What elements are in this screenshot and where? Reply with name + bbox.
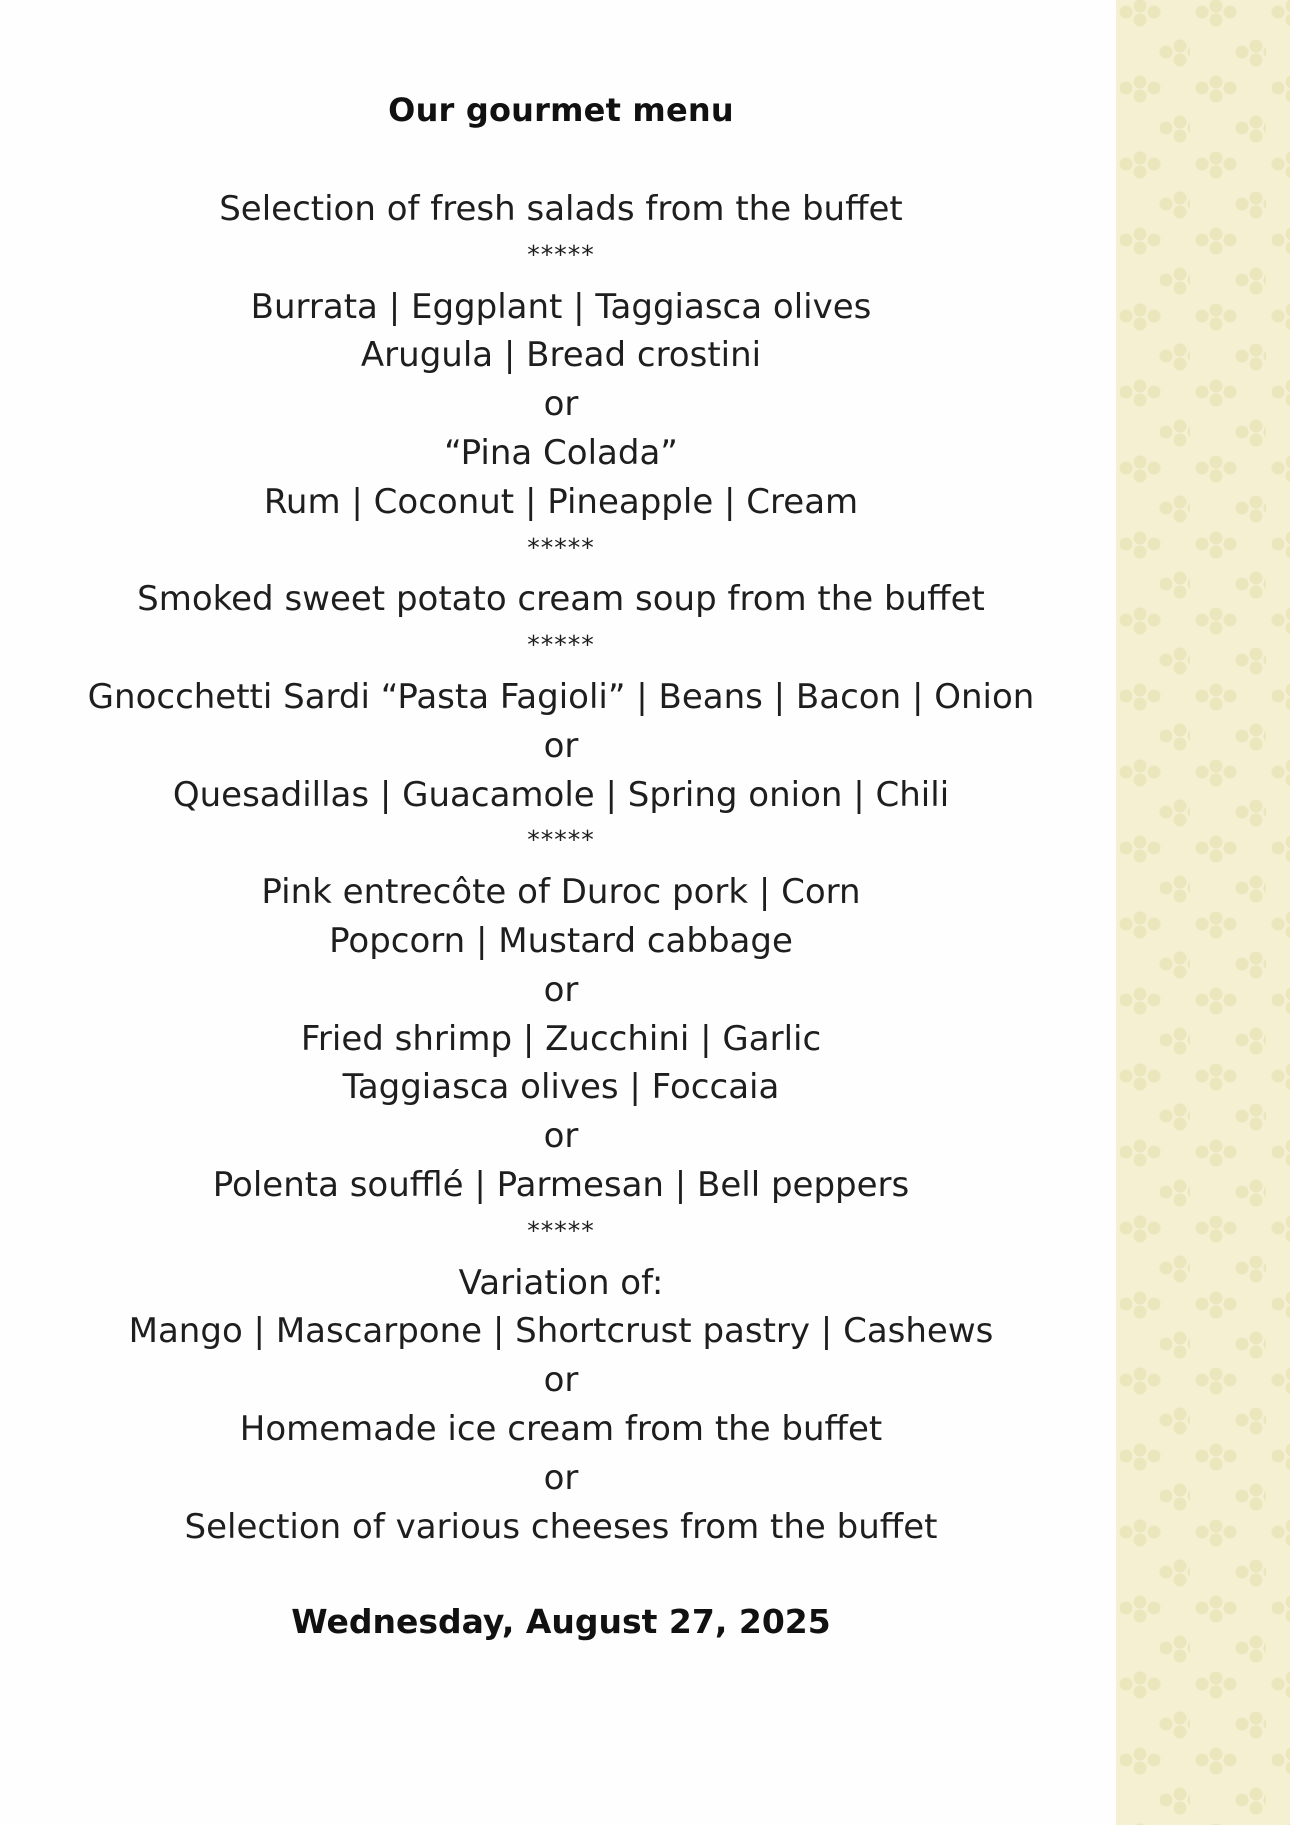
menu-title: Our gourmet menu: [388, 91, 734, 129]
course-separator: *****: [527, 532, 595, 562]
menu-line: Selection of fresh salads from the buffet: [219, 189, 903, 229]
menu-line: Quesadillas | Guacamole | Spring onion | Chili: [172, 774, 950, 815]
menu-line: Polenta soufflé | Parmesan | Bell peppers: [212, 1164, 910, 1205]
menu-line: Popcorn | Mustard cabbage: [329, 920, 793, 961]
course-separator: *****: [527, 239, 595, 269]
course-separator: *****: [527, 630, 595, 660]
menu-line: or: [543, 725, 579, 766]
menu-line: Arugula | Bread crostini: [360, 335, 762, 376]
menu-line: or: [543, 1360, 579, 1401]
menu-line: Selection of various cheeses from the buffet: [184, 1506, 938, 1547]
menu-line: Fried shrimp | Zucchini | Garlic: [300, 1018, 822, 1059]
menu-line: Rum | Coconut | Pineapple | Cream: [263, 481, 859, 522]
course-separator: *****: [527, 1215, 595, 1245]
course-separator: *****: [527, 825, 595, 855]
decorative-pattern-panel: [1116, 0, 1290, 1825]
menu-line: Homemade ice cream from the buffet: [239, 1408, 883, 1449]
menu-line: Variation of:: [458, 1262, 664, 1303]
menu-line: Taggiasca olives | Foccaia: [342, 1067, 780, 1108]
menu-line: Pink entrecôte of Duroc pork | Corn: [261, 872, 861, 913]
menu-line: Burrata | Eggplant | Taggiasca olives: [250, 286, 872, 327]
menu-line: or: [543, 384, 579, 425]
menu-list: [0, 185, 1122, 1551]
menu-line: “Pina Colada”: [444, 432, 678, 473]
menu-line: Mango | Mascarpone | Shortcrust pastry | Cashews: [128, 1311, 994, 1352]
menu-date: Wednesday, August 27, 2025: [291, 1602, 831, 1641]
menu-line: or: [543, 1116, 579, 1157]
menu-line: or: [543, 969, 579, 1010]
menu-line: Gnocchetti Sardi “Pasta Fagioli” | Beans | Bacon | Onion: [87, 676, 1035, 717]
menu-line: Smoked sweet potato cream soup from the buffet: [137, 579, 985, 620]
menu-line: or: [543, 1457, 579, 1498]
